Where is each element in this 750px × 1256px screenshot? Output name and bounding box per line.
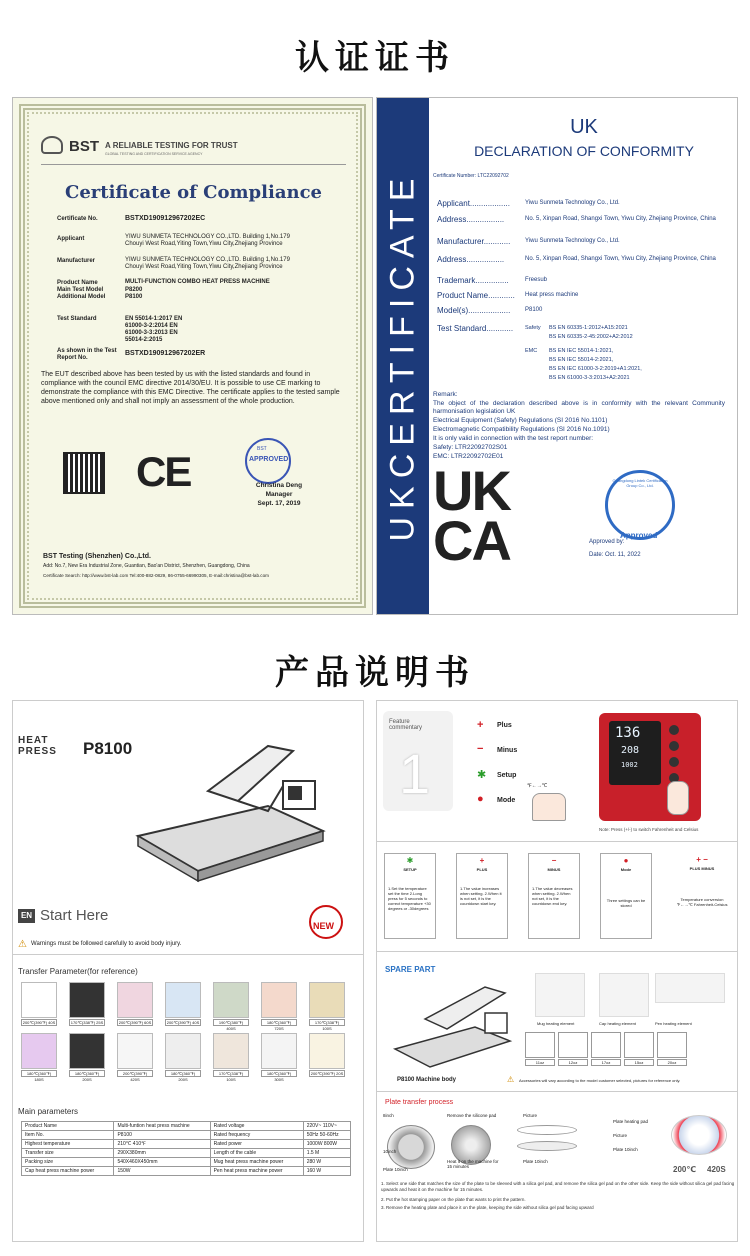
plate-title: Plate transfer process	[385, 1099, 454, 1106]
mug-size: 11oz	[525, 1059, 555, 1066]
row-label: Address.................	[437, 215, 505, 224]
display-temp: 136	[615, 725, 641, 741]
table-cell: 1000W 800W	[303, 1140, 350, 1149]
table-cell: Cap heat press machine power	[22, 1167, 114, 1176]
table-cell: Packing size	[22, 1158, 114, 1167]
mug-size: 17oz	[591, 1059, 621, 1066]
table-cell: Mug heat press machine power	[210, 1158, 303, 1167]
field-value: YIWU SUNMETA TECHNOLOGY CO.,LTD. Building 1,No.179 Chouyi West Road,Yiting Town,Yiwu City,Zhejiang Province	[125, 257, 290, 270]
param-cap: 200℃(390℉) 420S	[117, 1070, 153, 1077]
uk-certificate-vertical: UKCERTIFICATE	[383, 170, 422, 542]
brand-press: PRESS	[18, 746, 57, 757]
row-value: Heat press machine	[525, 292, 579, 298]
plate-label: Remove the silicone pad	[447, 1113, 497, 1118]
row-label: Address.................	[437, 255, 505, 264]
setup-card: ✱ SETUP 1.Set the temperature set the time 2.Long press for 5 seconds to correct temperature +30 degrees or -30degrees	[384, 853, 436, 939]
field-value: MULTI-FUNCTION COMBO HEAT PRESS MACHINE	[125, 279, 270, 285]
plate-temp: 200℃	[673, 1165, 697, 1174]
bst-subtag: GLOBAL TESTING AND CERTIFICATION SERVICE AGENCY	[105, 152, 203, 156]
param-cap: 180℃(360℉) 720S	[261, 1019, 297, 1026]
panel-plus-button[interactable]	[669, 725, 679, 735]
mode-icon: ●	[477, 793, 484, 805]
param-cap: 180℃(360℉) 200S	[165, 1070, 201, 1077]
row-label: Applicant..................	[437, 199, 510, 208]
row-value: No. 5, Xinpan Road, Shangxi Town, Yiwu City, Zhejiang Province, China	[525, 216, 716, 222]
remark-line: The object of the declaration described above is in conformity with the relevant Community harmonisation legislation UK	[433, 400, 725, 415]
ukca-mark-bottom: CA	[433, 509, 510, 572]
ukca-mark-top: UK	[433, 459, 510, 522]
spare-part-title: SPARE PART	[385, 965, 436, 974]
feature-number: 1	[399, 742, 431, 805]
table-cell: Multi-funtion heat press machine	[114, 1122, 210, 1131]
cert-title: Certificate of Compliance	[65, 182, 322, 203]
table-row	[22, 1167, 351, 1176]
table-cell: Rated voltage	[210, 1122, 303, 1131]
thumb-plate	[117, 1033, 153, 1069]
mug-pad-icon	[525, 1032, 555, 1058]
param-cap: 200℃(390℉) 20S	[310, 1071, 344, 1076]
brand-heat: HEAT	[18, 735, 49, 746]
table-cell: 290X380mm	[114, 1149, 210, 1158]
param-cap: 170℃(338℉) 100S	[213, 1070, 249, 1077]
key-label: Minus	[497, 747, 518, 754]
plus-icon: +	[477, 719, 484, 731]
param-cap: 180℃(360℉) 200S	[69, 1070, 105, 1077]
spare-label: Cap heating element	[599, 1021, 636, 1026]
hand-icon	[667, 781, 689, 815]
thumb-tshirt	[21, 982, 57, 1018]
ce-certificate	[12, 97, 373, 615]
field-label: Main Test Model	[57, 287, 104, 293]
signer-name: Christina Deng	[255, 482, 303, 489]
row-label: Manufacturer............	[437, 237, 511, 246]
table-row	[22, 1149, 351, 1158]
remark-line: It is only valid in connection with the test report number:	[433, 435, 594, 442]
heating-pad-icon	[387, 1125, 435, 1169]
signer-title: Manager	[265, 491, 293, 498]
table-cell: 1.5 M	[303, 1149, 350, 1158]
field-label: Applicant	[57, 236, 85, 242]
warning-text: Warnings must be followed carefully to avoid body injury.	[31, 941, 182, 947]
param-cap: 180℃(360℉) 300S	[261, 1070, 297, 1077]
safety-std: BS EN 60335-2-45:2002+A2:2012	[549, 334, 633, 340]
hand-press-icon	[532, 793, 566, 821]
thumb-magic-mug	[69, 1033, 105, 1069]
plate-label: Plate 10inch	[383, 1167, 408, 1172]
plate-label: Picture	[613, 1133, 628, 1138]
bst-tagline: A RELIABLE TESTING FOR TRUST	[105, 141, 238, 150]
table-cell: 150W	[114, 1167, 210, 1176]
ukca-certificate	[376, 97, 738, 615]
emc-std: BS EN IEC 61000-3-2:2019+A1:2021,	[549, 366, 642, 372]
field-value: BSTXD190912967202EC	[125, 215, 206, 222]
field-value: P8200	[125, 287, 143, 293]
panel-minus-button[interactable]	[669, 741, 679, 751]
heat-press-illustration	[118, 731, 338, 891]
cert-number: Certificate Number: LTC22092702	[433, 173, 509, 179]
row-label: Model(s)...................	[437, 306, 511, 315]
plate-label: Plate heating pad	[613, 1119, 649, 1124]
table-cell: Transfer size	[22, 1149, 114, 1158]
field-label: Certificate No.	[57, 216, 98, 222]
cap-element-icon	[599, 973, 649, 1017]
emc-std: BS EN IEC 55014-2:2021,	[549, 357, 614, 363]
remark-line: Safety: LTR22092702S01	[433, 444, 508, 451]
mug-pad-icon	[624, 1032, 654, 1058]
mug-pad-icon	[558, 1032, 588, 1058]
thumb-pillow	[117, 982, 153, 1018]
accessory-note: Accessories will vary according to the model customer selected, pictures for reference only.	[519, 1078, 681, 1083]
manual-left-page	[12, 700, 364, 1242]
table-cell: 160 W	[303, 1167, 350, 1176]
warning-icon: ⚠	[18, 939, 27, 950]
spare-label: Pen heating element	[655, 1021, 692, 1026]
certificates-heading: 认证证书	[295, 38, 455, 78]
minus-icon: −	[477, 743, 484, 755]
table-cell: P8100	[114, 1131, 210, 1140]
table-cell: 210℃ 410℉	[114, 1140, 210, 1149]
qr-code-icon	[65, 454, 103, 492]
stamp-approved: Approved	[620, 531, 658, 540]
mode-card: ● Mode Three settings can be stored	[600, 853, 652, 939]
plate-label: 8inch	[383, 1113, 394, 1118]
thumb-glass-frame	[261, 1033, 297, 1069]
emc-std: BS EN IEC 55014-1:2021,	[549, 348, 614, 354]
bst-brand: BST	[69, 138, 99, 155]
thumb-aluminum-sheet	[213, 1033, 249, 1069]
plus-card: + PLUS 1.The value increases when setting. 2.When it is not set, it is the countdown start key.	[456, 853, 508, 939]
thumb-aluminium	[309, 982, 345, 1018]
display-time: 208	[621, 745, 640, 756]
plate-step-1: 1. Select one side that matches the size of the plate to be sleeved with a silica gel pad, and remove the silica gel pad on the other side. Keep the side without silica gel pad facing upwards and heat it on the machine for 15 minutes.	[381, 1181, 735, 1192]
stamp-text: BST	[257, 446, 267, 452]
remark-line: Electrical Equipment (Safety) Regulations (SI 2016 No.1101)	[433, 417, 608, 424]
minus-card: − MINUS 1.The value decreases when setting. 2.When not set, it is the countdown end key.	[528, 853, 580, 939]
table-cell: 50Hz 50-60Hz	[303, 1131, 350, 1140]
main-params-table	[21, 1121, 351, 1176]
remark-line: Electromagnetic Compatibility Regulations (SI 2016 No.1091)	[433, 426, 610, 433]
table-cell: Rated frequency	[210, 1131, 303, 1140]
stamp-approved: APPROVED	[249, 456, 289, 463]
row-value: Yiwu Sunmeta Technology Co., Ltd.	[525, 200, 620, 206]
table-cell: 220V~ 110V~	[303, 1122, 350, 1131]
machine-body-illustration	[385, 969, 520, 1081]
param-cap: 170℃(338℉) 25S	[70, 1020, 104, 1025]
row-value: Yiwu Sunmeta Technology Co., Ltd.	[525, 238, 620, 244]
press-note: Note: Press (+/-) to switch Fahrenheit and Celsius	[599, 827, 699, 832]
table-row	[22, 1131, 351, 1140]
printed-plate-icon	[671, 1115, 727, 1155]
ce-mark: CE	[136, 448, 191, 495]
plate-label: Picture	[523, 1113, 538, 1118]
uk-title: UK	[570, 116, 598, 138]
table-row	[22, 1122, 351, 1131]
manual-right-page	[376, 700, 738, 1242]
stamp-text: Guangdong Lintek Certification Group Co., Ltd.	[612, 478, 668, 488]
field-value: EN 55014-1:2017 EN 61000-3-2:2014 EN 61000-3-3:2013 EN 55014-2:2015	[125, 316, 183, 343]
transfer-title: Transfer Parameter(for reference)	[18, 967, 138, 976]
row-value: P8100	[525, 307, 543, 313]
thumb-cap	[165, 982, 201, 1018]
setup-icon: ✱	[477, 769, 487, 781]
emc-label: EMC	[525, 348, 538, 354]
mug-pad-icon	[657, 1032, 687, 1058]
plate-time: 420S	[707, 1165, 726, 1174]
row-value: No. 5, Xinpan Road, Shangxi Town, Yiwu City, Zhejiang Province, China	[525, 256, 716, 262]
en-badge: EN	[18, 909, 35, 923]
table-cell: Length of the cable	[210, 1149, 303, 1158]
plate-step-3: 3. Remove the heating plate and place it on the plate, keeping the side without silica gel pad facing upward	[381, 1205, 594, 1210]
cert-body: The EUT described above has been tested by us with the listed standards and found in compliance with the council EMC directive 2014/30/EU. It is possible to use CE marking to demonstrate the compliance with this EMC Directive. The certificate applies to the tested sample above mentioned only and shall not imply an assessment of the whole production.	[41, 371, 340, 405]
field-value: P8100	[125, 294, 143, 300]
plate-label: 10inch	[383, 1149, 397, 1154]
conversion-card: + − PLUS MINUS Temperature conversion ℉←→℃ Fahrenheit-Celsius	[672, 853, 732, 939]
cert-date: Sept. 17, 2019	[257, 500, 301, 507]
mug-size: 20oz	[657, 1059, 687, 1066]
picture-icon	[517, 1125, 577, 1135]
safety-std: BS EN 60335-1:2012+A15:2021	[549, 325, 628, 331]
param-cap: 190℃(380℉) 400S	[213, 1019, 249, 1026]
row-label: Product Name............	[437, 291, 515, 300]
mug-size: 15oz	[624, 1059, 654, 1066]
cert-date: Date: Oct. 11, 2022	[589, 552, 641, 558]
new-badge: NEW	[313, 921, 334, 931]
param-cap: 170℃(338℉) 100S	[309, 1019, 345, 1026]
thumb-crystal	[261, 982, 297, 1018]
approved-by: Approved by:	[589, 539, 625, 545]
plate-label: Plate 10inch	[613, 1147, 638, 1152]
model-title: P8100	[83, 739, 133, 758]
remark-title: Remark:	[433, 391, 458, 398]
footer-contact: Certificate Search: http://www.bst-lab.com Tel:400-882-0829, 86-0755-66990305, E-mail:christina@bst-lab.com	[43, 573, 269, 578]
bst-logo-icon	[41, 136, 63, 154]
manual-heading: 产品说明书	[275, 653, 475, 693]
param-cap: 180℃(360℉) 180S	[21, 1070, 57, 1077]
note-warning-icon: ⚠	[507, 1075, 515, 1084]
key-label: Mode	[497, 797, 516, 804]
machine-label: P8100 Machine body	[397, 1077, 457, 1083]
field-label: Manufacturer	[57, 258, 96, 264]
plate-step-2: 2. Put the hot stamping paper on the plate that wants to print the pattern.	[381, 1197, 526, 1202]
field-label: As shown in the Test Report No.	[57, 348, 117, 361]
row-label: Trademark...............	[437, 276, 509, 285]
field-label: Additional Model	[57, 294, 106, 300]
spare-label: Mug heating element	[537, 1021, 575, 1026]
table-cell: Highest temperature	[22, 1140, 114, 1149]
table-row	[22, 1140, 351, 1149]
unit-hint: ℉←→℃	[527, 783, 548, 789]
table-cell: Rated power	[210, 1140, 303, 1149]
plate-label: Heat it on the machine for 15 minutes	[447, 1159, 499, 1169]
param-cap: 200℃(390℉) 40S	[22, 1020, 56, 1025]
thumb-rock-photo	[213, 982, 249, 1018]
mug-size: 12oz	[558, 1059, 588, 1066]
thumb-mug	[21, 1033, 57, 1069]
pen-element-icon	[655, 973, 725, 1003]
thumb-sport-bottle	[165, 1033, 201, 1069]
table-cell: 540X460X450mm	[114, 1158, 210, 1167]
safety-label: Safety	[525, 325, 541, 331]
row-value: Freesub	[525, 277, 548, 283]
table-cell: Pen heat press machine power	[210, 1167, 303, 1176]
test-standard-label: Test Standard............	[437, 324, 514, 333]
plate-disc-icon	[517, 1141, 577, 1151]
table-row	[22, 1158, 351, 1167]
main-params-title: Main parameters	[18, 1107, 79, 1116]
param-cap: 200℃(390℉) 60S	[118, 1020, 152, 1025]
emc-std: BS EN 61000-3-3:2013+A2:2021	[549, 375, 630, 381]
thumb-pen	[309, 1033, 345, 1069]
doc-title: DECLARATION OF CONFORMITY	[474, 143, 694, 159]
feature-title: Feature commentary	[389, 719, 423, 731]
key-label: Setup	[497, 772, 517, 779]
mug-pad-icon	[591, 1032, 621, 1058]
plate-label: Plate 10inch	[523, 1159, 548, 1164]
display-counter: 1002	[621, 761, 638, 769]
field-label: Test Standard	[57, 316, 97, 322]
thumb-tshirt-dark	[69, 982, 105, 1018]
table-cell: Product Name	[22, 1122, 114, 1131]
footer-company: BST Testing (Shenzhen) Co.,Ltd.	[43, 553, 151, 560]
mug-element-icon	[535, 973, 585, 1017]
table-cell: 280 W	[303, 1158, 350, 1167]
param-cap: 200℃(390℉) 40S	[166, 1020, 200, 1025]
panel-setup-button[interactable]	[669, 757, 679, 767]
field-value: BSTXD190912967202ER	[125, 350, 206, 357]
remark-line: EMC: LTR22092702E01	[433, 453, 504, 460]
field-label: Product Name	[57, 280, 98, 286]
start-here: Start Here	[40, 907, 109, 924]
field-value: YIWU SUNMETA TECHNOLOGY CO.,LTD. Building 1,No.179 Chouyi West Road,Yiting Town,Yiwu City,Zhejiang Province	[125, 234, 290, 247]
key-label: Plus	[497, 722, 512, 729]
table-cell: Item No.	[22, 1131, 114, 1140]
footer-address: Add: No.7, New Era Industrial Zone, Guantian, Bao'an District, Shenzhen, Guangdong, China	[43, 563, 250, 569]
